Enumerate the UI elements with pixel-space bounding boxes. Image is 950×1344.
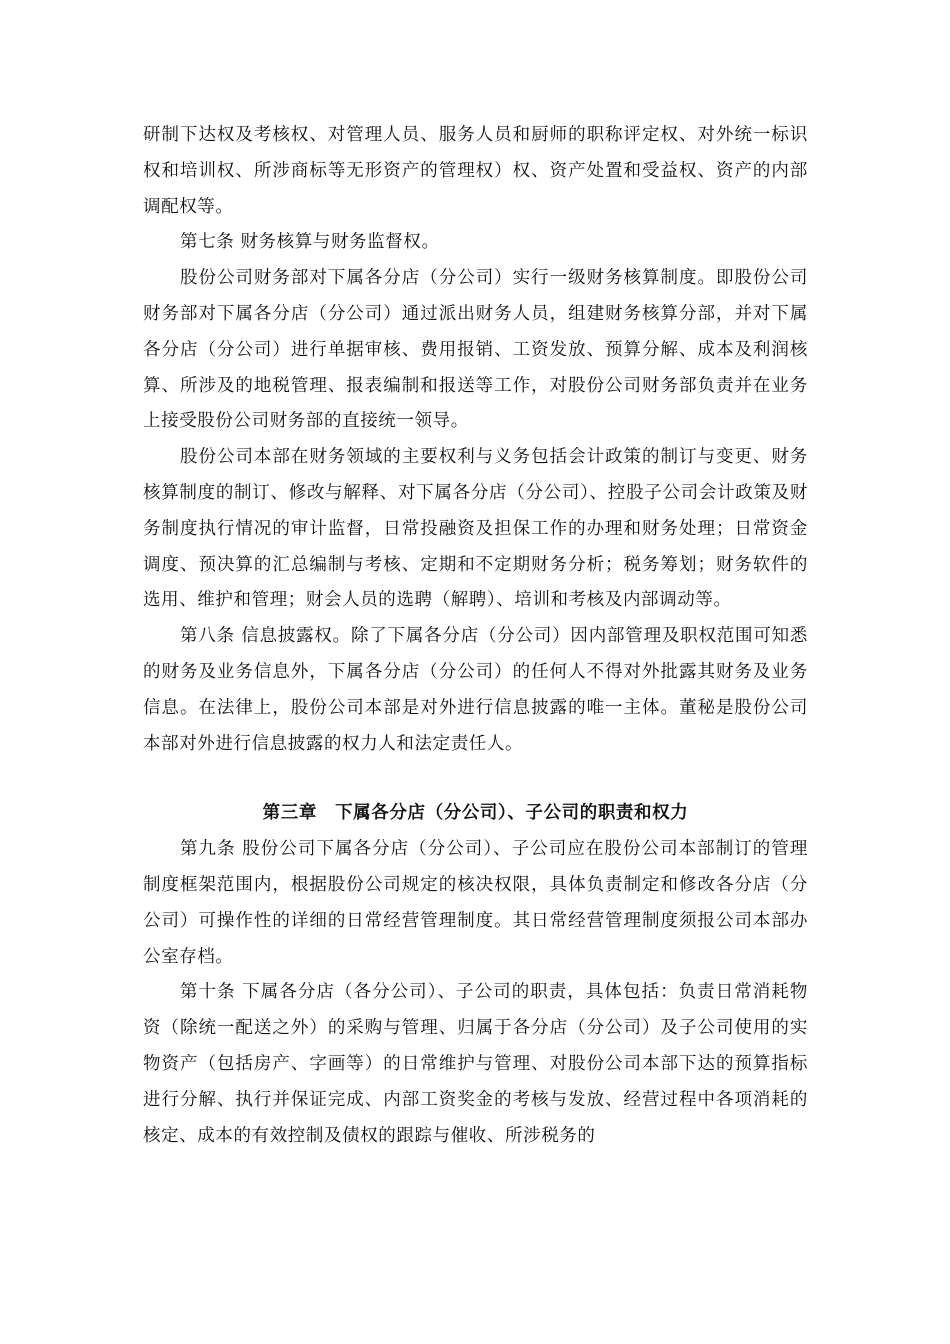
paragraph-continuation: 研制下达权及考核权、对管理人员、服务人员和厨师的职称评定权、对外统一标识权和培训权、所涉商标等无形资产的管理权）权、资产处置和受益权、资产的内部调配权等。 (143, 125, 808, 217)
article-10-paragraph: 第十条 下属各分店（各分公司）、子公司的职责，具体包括：负责日常消耗物资（除统一配送之外）的采购与管理、归属于各分店（分公司）及子公司使用的实物资产（包括房产、字画等）的日常维护与管理、对股份公司本部下达的预算指标进行分解、执行并保证完成、内部工资奖金的考核与发放、经营过程中各项消耗的核定、成本的有效控制及债权的跟踪与催收、所涉税务的 (143, 982, 808, 1146)
article-9-paragraph: 第九条 股份公司下属各分店（分公司）、子公司应在股份公司本部制订的管理制度框架范围内，根据股份公司规定的核决权限，具体负责制定和修改各分店（分公司）可操作性的详细的日常经营管理制度。其日常经营管理制度须报公司本部办公室存档。 (143, 839, 808, 967)
section-spacer (143, 762, 808, 796)
article-7-heading: 第七条 财务核算与财务监督权。 (180, 232, 440, 253)
article-7-paragraph-2: 股份公司本部在财务领域的主要权利与义务包括会计政策的制订与变更、财务核算制度的制订、修改与解释、对下属各分店（分公司）、控股子公司会计政策及财务制度执行情况的审计监督，日常投融资及担保工作的办理和财务处理；日常资金调度、预决算的汇总编制与考核、定期和不定期财务分析；税务筹划；财务软件的选用、维护和管理；财会人员的选聘（解聘）、培训和考核及内部调动等。 (143, 447, 808, 611)
article-8-paragraph: 第八条 信息披露权。除了下属各分店（分公司）因内部管理及职权范围可知悉的财务及业务信息外，下属各分店（分公司）的任何人不得对外批露其财务及业务信息。在法律上，股份公司本部是对外进行信息披露的唯一主体。董秘是股份公司本部对外进行信息披露的权力人和法定责任人。 (143, 626, 808, 754)
chapter-3-title: 第三章 下属各分店（分公司）、子公司的职责和权力 (262, 803, 689, 824)
article-7-paragraph-1: 股份公司财务部对下属各分店（分公司）实行一级财务核算制度。即股份公司财务部对下属各分店（分公司）通过派出财务人员，组建财务核算分部，并对下属各分店（分公司）进行单据审核、费用报销、工资发放、预算分解、成本及利润核算、所涉及的地税管理、报表编制和报送等工作，对股份公司财务部负责并在业务上接受股份公司财务部的直接统一领导。 (143, 268, 808, 432)
document-page (143, 118, 808, 1154)
